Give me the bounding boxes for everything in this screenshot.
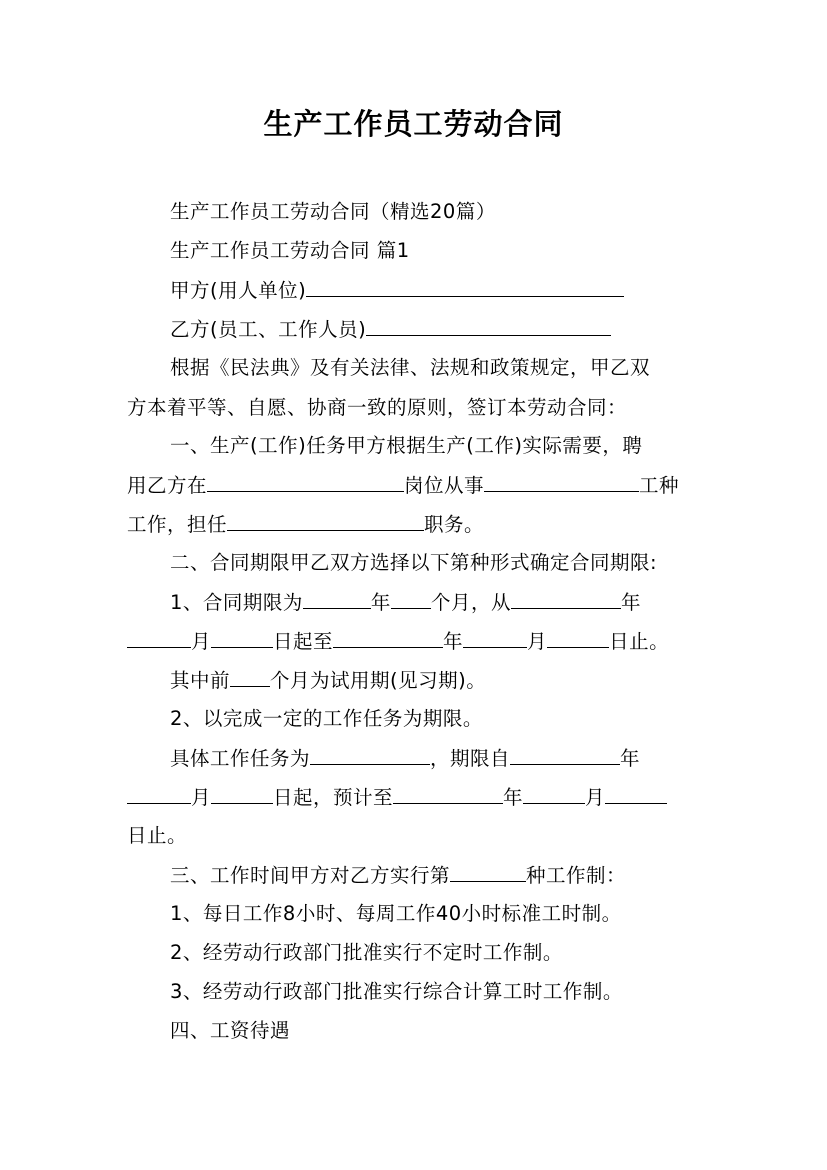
paragraph-line	[170, 590, 717, 615]
blank	[333, 629, 443, 648]
paragraph-line	[127, 512, 717, 537]
text: 月	[585, 786, 606, 809]
text: 日起，预计至	[273, 786, 394, 809]
blank	[391, 590, 431, 609]
party-b-line	[170, 317, 717, 342]
blank	[393, 785, 503, 804]
blank	[547, 629, 609, 648]
job-type-blank	[484, 473, 639, 492]
party-a-blank	[306, 278, 624, 297]
text: 年	[620, 591, 641, 614]
blank	[523, 785, 585, 804]
text: 根据《民法典》及有关法律、法规和政策规定，甲乙双	[170, 356, 651, 379]
subtitle-line	[170, 200, 717, 224]
paragraph-line	[170, 434, 717, 458]
text: 种工作制：	[526, 864, 627, 887]
paragraph-line	[170, 746, 717, 771]
text: 用乙方在	[127, 474, 208, 497]
party-b-blank	[366, 317, 611, 336]
paragraph-line	[170, 863, 717, 888]
text: 月	[191, 630, 212, 653]
paragraph-line	[170, 707, 717, 731]
text: 年	[443, 630, 464, 653]
paragraph-line	[127, 473, 717, 498]
paragraph-line	[170, 551, 717, 575]
blank	[127, 785, 191, 804]
text: 岗位从事	[404, 474, 485, 497]
text: 年	[503, 786, 524, 809]
paragraph-line	[170, 668, 717, 693]
text: 月	[191, 786, 212, 809]
blank	[310, 746, 430, 765]
text: 1、每日工作8小时、每周工作40小时标准工时制。	[170, 902, 622, 925]
text: 1、合同期限为	[170, 591, 303, 614]
text: 个月，从	[430, 591, 511, 614]
paragraph-line	[127, 785, 717, 810]
section-heading	[170, 1019, 717, 1043]
paragraph-line	[170, 941, 717, 965]
text: 二、合同期限甲乙双方选择以下第种形式确定合同期限:	[170, 551, 658, 574]
text: 个月为试用期(见习期)。	[270, 669, 487, 692]
document-title: 生产工作员工劳动合同	[263, 107, 564, 141]
blank	[230, 668, 270, 687]
text: 月	[527, 630, 548, 653]
text: ，期限自	[430, 747, 511, 770]
blank	[510, 746, 620, 765]
text: 工作，担任	[127, 513, 228, 536]
paragraph-line	[127, 824, 717, 848]
text: 2、以完成一定的工作任务为期限。	[170, 707, 483, 730]
blank	[211, 785, 273, 804]
text: 生产工作员工劳动合同（精选20篇）	[170, 200, 496, 223]
position-blank	[207, 473, 404, 492]
text: 具体工作任务为	[170, 747, 311, 770]
text: 工种	[639, 474, 680, 497]
text: 乙方(员工、工作人员)	[170, 318, 367, 341]
blank	[127, 629, 191, 648]
blank	[450, 863, 526, 882]
paragraph-line	[127, 396, 717, 420]
blank	[511, 590, 621, 609]
party-a-line	[170, 278, 717, 303]
text: 年	[370, 591, 391, 614]
paragraph-line	[170, 902, 717, 926]
duty-blank	[227, 512, 424, 531]
text: 3、经劳动行政部门批准实行综合计算工时工作制。	[170, 980, 623, 1003]
text: 方本着平等、自愿、协商一致的原则，签订本劳动合同：	[127, 396, 628, 419]
text: 2、经劳动行政部门批准实行不定时工作制。	[170, 941, 563, 964]
paragraph-line	[127, 629, 717, 654]
paragraph-line	[170, 980, 717, 1004]
text: 日止。	[609, 630, 670, 653]
text: 其中前	[170, 669, 231, 692]
text: 一、生产(工作)任务甲方根据生产(工作)实际需要，聘	[170, 434, 643, 457]
section-heading	[170, 239, 717, 263]
paragraph-line	[170, 356, 717, 380]
text: 三、工作时间甲方对乙方实行第	[170, 864, 451, 887]
text: 四、工资待遇	[170, 1019, 291, 1042]
blank	[605, 785, 667, 804]
text: 职务。	[424, 513, 485, 536]
text: 年	[620, 747, 641, 770]
blank	[303, 590, 371, 609]
blank	[463, 629, 527, 648]
text: 生产工作员工劳动合同 篇1	[170, 239, 410, 262]
text: 日止。	[127, 824, 188, 847]
blank	[211, 629, 273, 648]
text: 甲方(用人单位)	[170, 279, 307, 302]
text: 日起至	[273, 630, 334, 653]
